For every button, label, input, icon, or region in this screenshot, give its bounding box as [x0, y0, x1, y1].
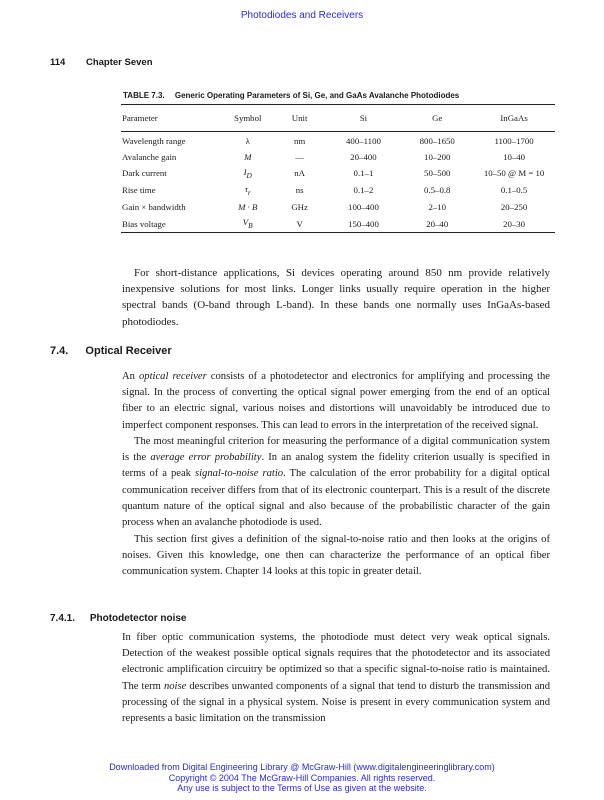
- cell-ge: 0.5–0.8: [424, 185, 451, 196]
- cell-ingaas: 0.1–0.5: [500, 185, 528, 196]
- subsection-title: Photodetector noise: [89, 613, 187, 624]
- column-header-ingaas: InGaAs: [500, 113, 528, 123]
- table-title: Generic Operating Parameters of Si, Ge, and GaAs Avalanche Photodiodes: [174, 91, 460, 100]
- cell-unit: —: [295, 151, 305, 162]
- column-header-unit: Unit: [291, 113, 308, 123]
- paragraph-optical-receiver: [122, 369, 550, 434]
- subsection-number: 7.4.1.: [50, 613, 76, 624]
- text-run: An: [122, 371, 139, 382]
- text-run: . The calculation of the error probability for a digital optical communication receiver differs from that of its electronic counterpart. This is a result of the discrete quantum nature of the optical signal and also because of the probabilistic character of the gain process when an avalanche photodiode is used.: [122, 468, 551, 529]
- cell-si: 100–400: [348, 202, 379, 213]
- column-header-si: Si: [359, 113, 368, 123]
- table-row: [121, 199, 555, 216]
- cell-ge: 10–200: [424, 151, 451, 162]
- cell-unit: V: [296, 218, 303, 229]
- cell-si: 0.1–2: [353, 185, 374, 196]
- table-row: [121, 182, 555, 199]
- cell-parameter: Avalanche gain: [122, 151, 177, 162]
- cell-ingaas: 10–50 @ M = 10: [483, 168, 545, 179]
- symbol-subscript: B: [248, 221, 253, 230]
- cell-ge: 2–10: [428, 202, 447, 213]
- paragraph-photodetector-noise: [122, 630, 550, 727]
- page-number: 114: [50, 57, 66, 68]
- cell-unit: ns: [295, 185, 304, 196]
- cell-symbol: λ: [245, 136, 250, 147]
- chapter-title: Chapter Seven: [85, 57, 153, 68]
- cell-si: 0.1–1: [353, 168, 374, 179]
- paragraph-criterion: [122, 434, 550, 531]
- symbol-subscript: D: [246, 170, 252, 180]
- text-run: describes unwanted components of a signal that tend to disturb the transmission and processing of the signal in a physical system. Noise is present in every communication system and represents a basic limitation on the transmission: [122, 680, 550, 725]
- cell-parameter: Wavelength range: [122, 136, 186, 147]
- footer: [0, 762, 604, 794]
- cell-ge: 800–1650: [419, 136, 455, 147]
- table-label: TABLE 7.3.: [123, 91, 165, 100]
- text-run: The most meaningful criterion for measuring the performance of a digital communication system is the: [122, 436, 550, 464]
- parameters-table: [121, 104, 555, 233]
- table-row: [121, 132, 555, 149]
- cell-parameter: Gain × bandwidth: [122, 202, 186, 213]
- text-run: . In an analog system the fidelity criterion usually is specified in terms of a peak: [122, 452, 550, 480]
- text-run: consists of a photodetector and electronics for amplifying and processing the signal. In the process of converting the optical signal power emerging from the end of an optical fiber to an electric signal, various noises and distortions will unavoidably be introduced due to imperfect component responses. This can lead to errors in the interpretation of the received signal.: [122, 371, 550, 431]
- emphasis-term: average error probability: [150, 452, 262, 464]
- cell-ge: 20–40: [426, 218, 449, 229]
- emphasis-term: optical receiver: [138, 371, 207, 382]
- cell-si: 20–400: [350, 151, 377, 162]
- table-row: [121, 148, 555, 165]
- column-header-parameter: Parameter: [122, 113, 158, 123]
- subsection-heading: [50, 613, 187, 624]
- table-row: [121, 165, 555, 182]
- cell-unit: nm: [294, 136, 306, 147]
- footer-copyright: Copyright © 2004 The McGraw-Hill Companies. All rights reserved.: [168, 772, 436, 783]
- cell-ge: 50–500: [424, 168, 451, 179]
- paragraph-short-distance: For short-distance applications, Si devices operating around 850 nm provide relatively inexpensive solutions for most links. Longer links usually require operation in the higher spectral bands (O-band through L-band). In these bands one normally uses InGaAs-based photodiodes.: [122, 267, 550, 328]
- section-title: Optical Receiver: [85, 345, 172, 357]
- symbol-base: V: [242, 217, 249, 228]
- cell-symbol: M · B: [238, 202, 258, 213]
- symbol-subscript: r: [247, 187, 251, 197]
- cell-ingaas: 10–40: [503, 151, 526, 162]
- emphasis-term: noise: [163, 680, 187, 692]
- column-header-symbol: Symbol: [234, 113, 262, 123]
- cell-parameter: Rise time: [122, 185, 156, 196]
- cell-symbol: M: [244, 151, 252, 162]
- top-link[interactable]: Photodiodes and Receivers: [240, 10, 364, 21]
- cell-parameter: Dark current: [122, 168, 167, 179]
- cell-unit: GHz: [291, 202, 308, 213]
- cell-symbol: [222, 215, 274, 232]
- cell-unit: nA: [294, 168, 305, 179]
- symbol-base: τ: [244, 183, 248, 194]
- column-header-ge: Ge: [432, 113, 443, 123]
- cell-symbol: [222, 182, 274, 199]
- footer-download-link[interactable]: Downloaded from Digital Engineering Library @ McGraw-Hill (www.digitalengineeringlibrary.com): [109, 762, 495, 772]
- emphasis-term: signal-to-noise ratio: [194, 468, 284, 480]
- footer-terms-link[interactable]: Any use is subject to the Terms of Use as given at the website.: [177, 783, 427, 793]
- cell-si: 150–400: [348, 218, 379, 229]
- symbol-base: I: [243, 167, 247, 178]
- text-run: In fiber optic communication systems, the photodiode must detect very weak optical signals. Detection of the weakest possible optical signals requires that the photodetector and its associated electronic amplification circuitry be optimized so that a specific signal-to-noise ratio is maintained. The term: [122, 632, 550, 692]
- section-number: 7.4.: [50, 345, 69, 357]
- cell-si: 400–1100: [346, 136, 381, 147]
- cell-ingaas: 1100–1700: [494, 136, 534, 147]
- cell-ingaas: 20–250: [500, 202, 528, 213]
- table-caption: [123, 91, 459, 100]
- paragraph-section-overview: This section first gives a definition of the signal-to-noise ratio and then looks at the origins of noises. Given this knowledge, one then can characterize the performance of an optical fiber communication system. Chapter 14 looks at this topic in greater detail.: [122, 534, 550, 578]
- table-header-row: [121, 105, 555, 132]
- cell-ingaas: 20–30: [503, 218, 526, 229]
- running-head: [50, 57, 153, 68]
- section-heading: [50, 345, 172, 357]
- table-row: [121, 215, 555, 232]
- cell-symbol: [222, 165, 274, 182]
- cell-parameter: Bias voltage: [122, 218, 166, 229]
